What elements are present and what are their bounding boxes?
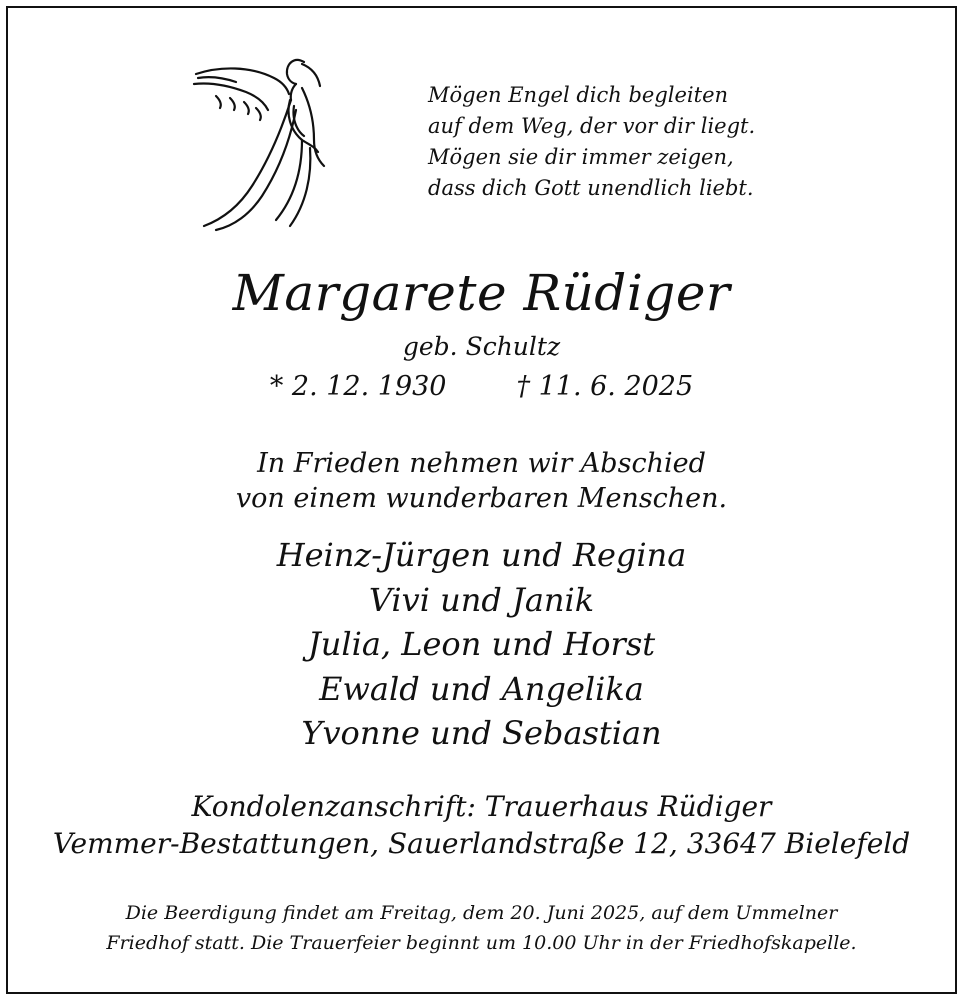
poem [428, 80, 788, 204]
birth-name: geb. Schultz [402, 332, 561, 361]
condolence-address [0, 788, 963, 862]
birth-date: * 2. 12. 1930 [269, 371, 447, 402]
family-line: Vivi und Janik [368, 580, 595, 619]
family-list [0, 533, 963, 756]
condolence-line: Kondolenzanschrift: Trauerhaus Rüdiger [191, 790, 772, 823]
poem-line: Mögen sie dir immer zeigen, [428, 145, 734, 169]
angel-icon [190, 48, 340, 233]
poem-line: Mögen Engel dich begleiten [428, 83, 729, 107]
family-line: Heinz-Jürgen und Regina [276, 536, 687, 574]
family-line: Julia, Leon und Horst [307, 625, 656, 663]
farewell-line: von einem wunderbaren Menschen. [235, 483, 728, 514]
funeral-line: Die Beerdigung findet am Freitag, dem 20. Juni 2025, auf dem Ummelner [125, 902, 838, 924]
condolence-line: Vemmer-Bestattungen, Sauerlandstraße 12, 33647 Bielefeld [52, 827, 911, 860]
death-date: † 11. 6. 2025 [516, 371, 694, 402]
deceased-name: Margarete Rüdiger [232, 264, 731, 322]
family-line: Yvonne und Sebastian [301, 714, 662, 752]
funeral-line: Friedhof statt. Die Trauerfeier beginnt um 10.00 Uhr in der Friedhofskapelle. [106, 932, 857, 954]
farewell-line: In Frieden nehmen wir Abschied [257, 448, 706, 479]
farewell-text [0, 446, 963, 516]
family-line: Ewald und Angelika [319, 669, 644, 708]
poem-line: auf dem Weg, der vor dir liegt. [428, 114, 756, 138]
funeral-notice [0, 898, 963, 958]
life-dates [0, 368, 963, 406]
poem-line: dass dich Gott unendlich liebt. [428, 176, 754, 200]
